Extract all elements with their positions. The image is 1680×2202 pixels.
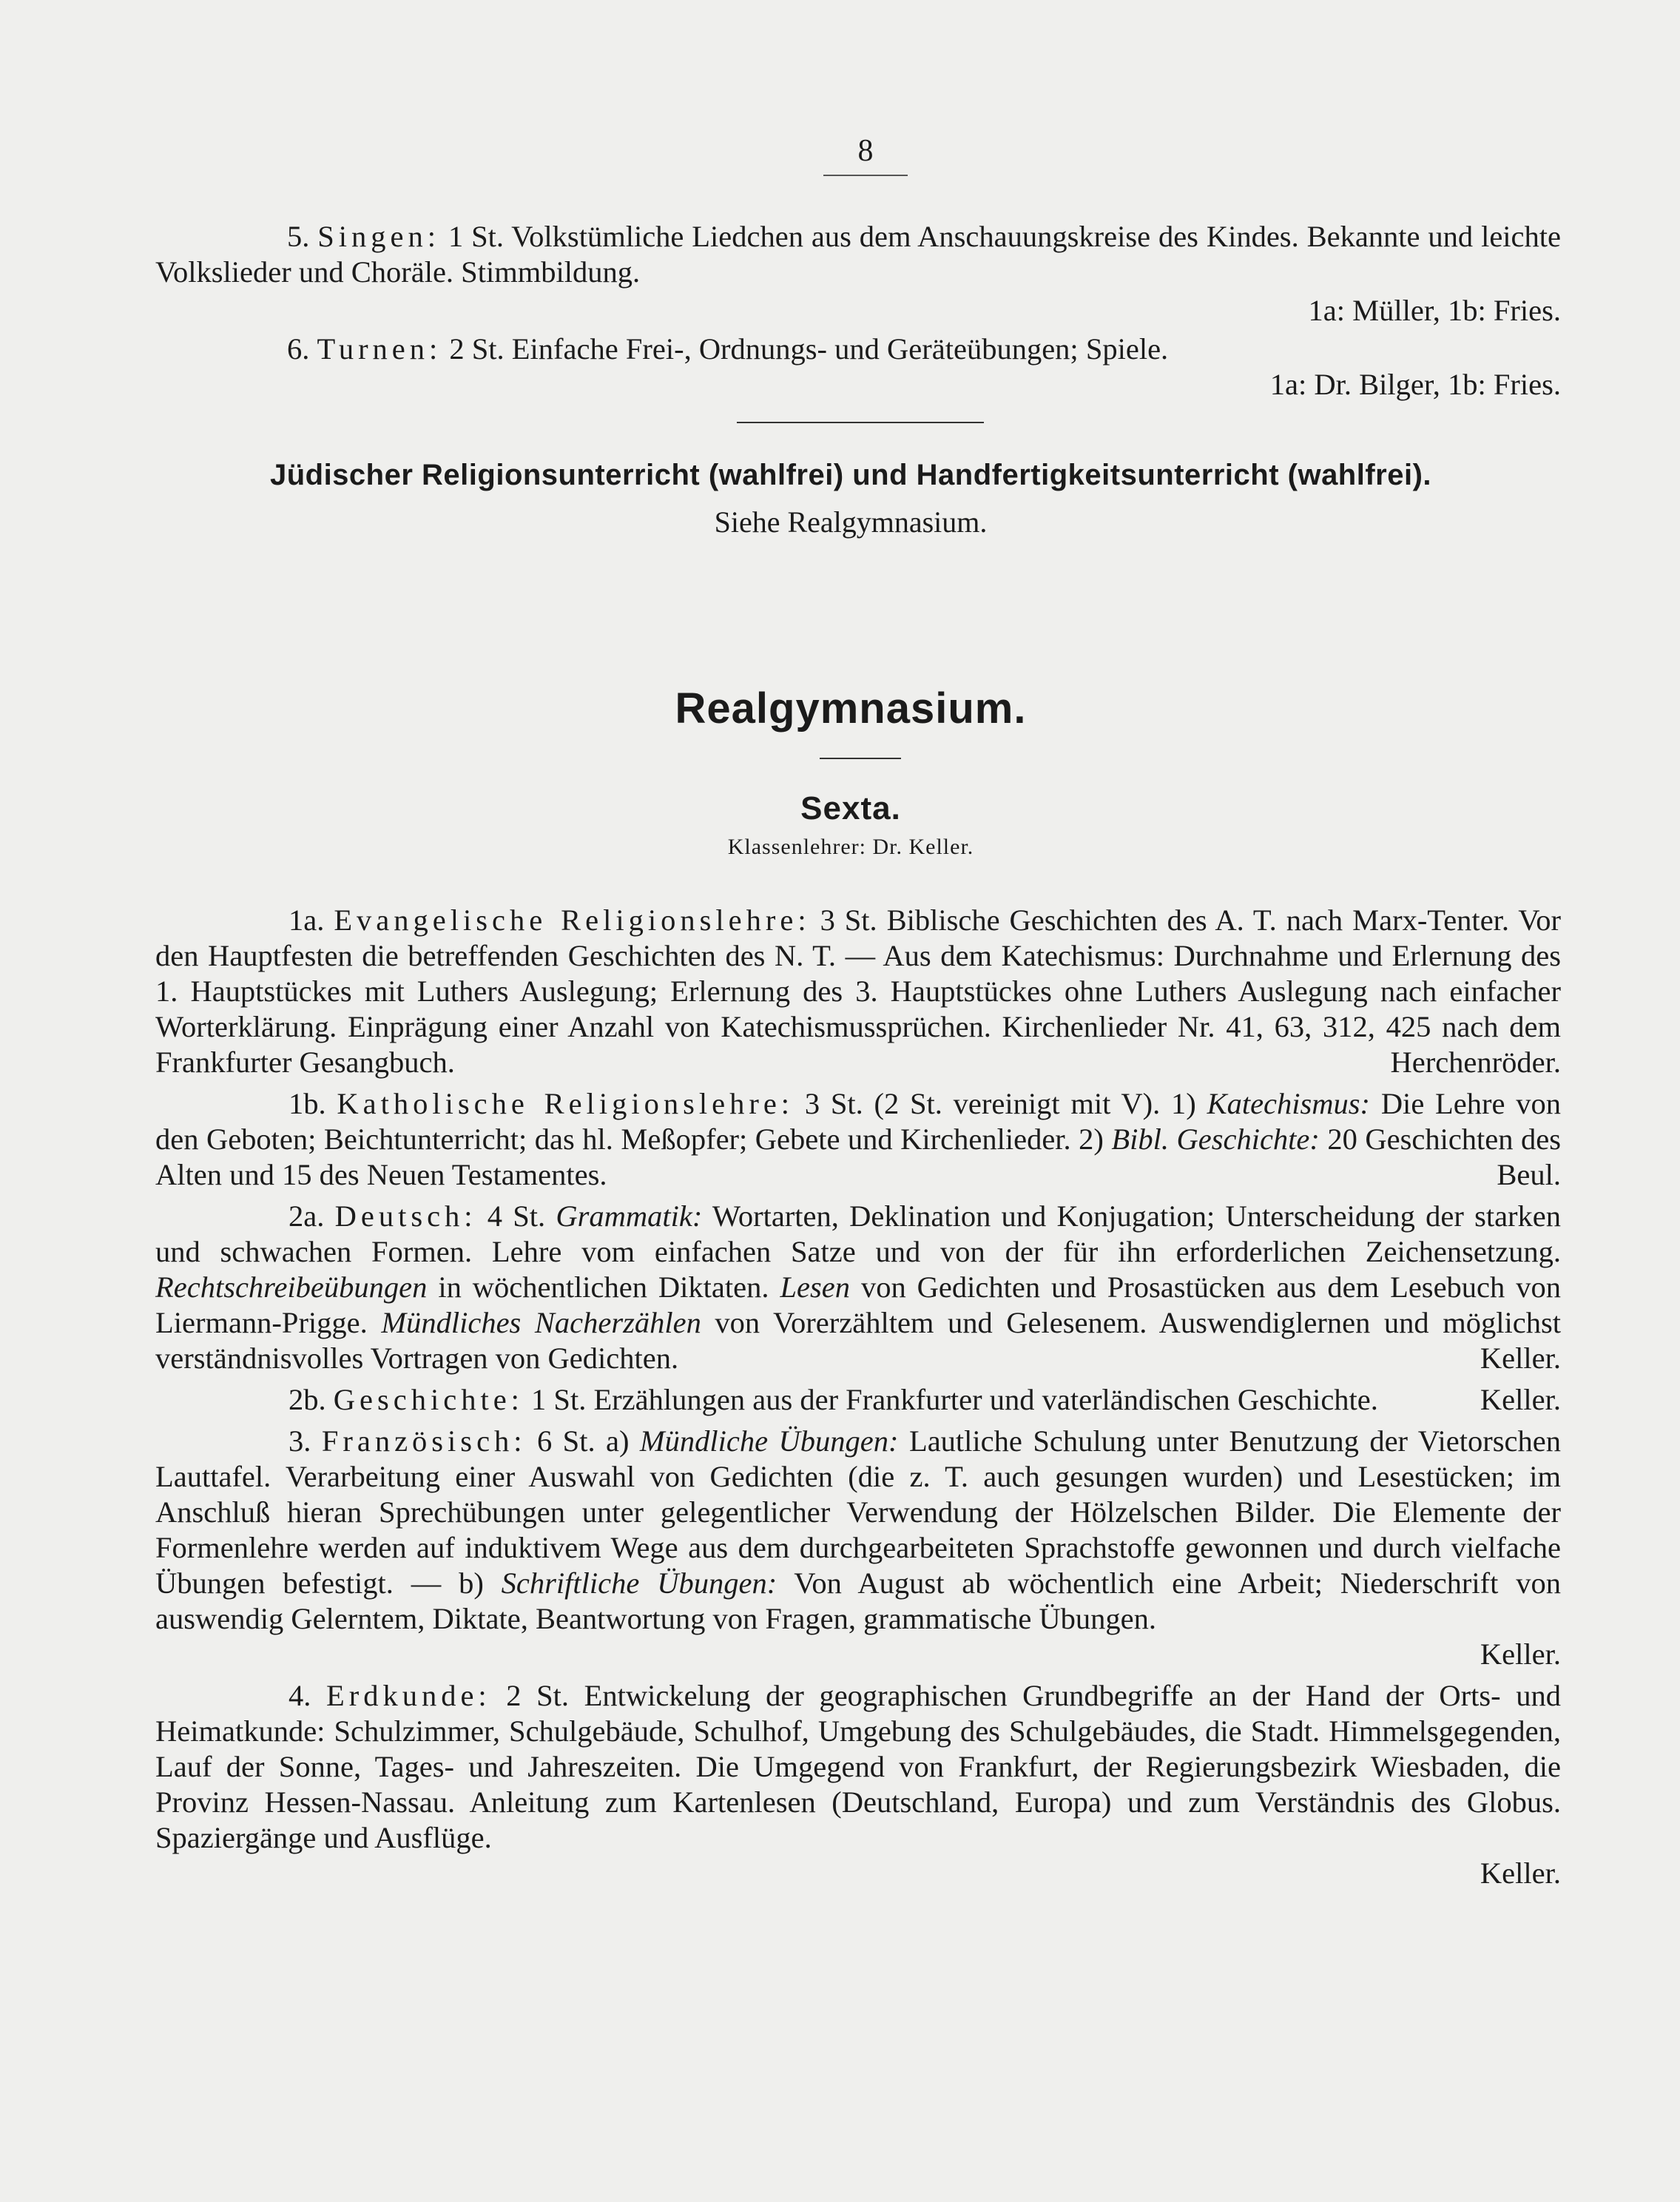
- section-divider-2: [820, 758, 901, 759]
- singen-number: 5.: [287, 220, 310, 253]
- subject-number: 1a.: [289, 903, 325, 937]
- class-title: Sexta.: [800, 790, 901, 826]
- section-note: Siehe Realgymnasium.: [714, 505, 988, 539]
- turnen-title: Turnen:: [317, 332, 442, 366]
- subject-text: 1 St. Erzählungen aus der Frankfurter und vaterländischen Geschichte.: [523, 1383, 1378, 1416]
- singen-teachers: 1a: Müller, 1b: Fries.: [1308, 294, 1561, 327]
- subject-number: 3.: [289, 1424, 311, 1458]
- subject-title: Französisch:: [321, 1424, 527, 1458]
- singen-title: Singen:: [317, 220, 441, 253]
- subject-teacher: Keller.: [1480, 1637, 1561, 1671]
- subject-number: 4.: [289, 1679, 311, 1712]
- class-teacher: Klassenlehrer: Dr. Keller.: [727, 835, 974, 859]
- subject-religion-katholisch: 1b. Katholische Religionslehre: 3 St. (2 St. vereinigt mit V). 1) Katechismus: Die Lehre von den Geboten; Beichtunterricht; das hl. Meßopfer; Gebete und Kirchenlieder. 2) Bibl. Geschichte: 20 Geschichten des Alten und 15 des Neuen Testamentes.: [155, 1087, 1562, 1191]
- subject-deutsch: 2a. Deutsch: 4 St. Grammatik: Wortarten, Deklination und Konjugation; Unterscheidung der starken und schwachen Formen. Lehre vom einfachen Satze und von der für ihn erforderlichen Zeichensetzung. Rechtschreibeübungen in wöchentlichen Diktaten. Lesen von Gedichten und Prosastücken aus dem Lesebuch von Liermann-Prigge. Mündliches Nacherzählen von Vorerzähltem und Gelesenem. Auswendiglernen und möglichst verständnisvolles Vortragen von Gedichten.: [155, 1199, 1562, 1375]
- subject-title: Evangelische Religionslehre:: [334, 903, 811, 937]
- turnen-paragraph: [155, 331, 1561, 367]
- section-divider-1: [737, 422, 984, 423]
- subject-teacher: Beul.: [1497, 1158, 1561, 1191]
- subject-teacher: Keller.: [1480, 1383, 1561, 1416]
- subject-number: 1b.: [289, 1087, 326, 1120]
- subject-text: 2 St. Entwickelung der geographischen Grundbegriffe an der Hand der Orts- und Heimatkunde: Schulzimmer, Schulgebäude, Schulhof, Umgebung des Schulgebäudes, die Stadt. Himmelsgegenden, Lauf der Sonne, Tages- und Jahreszeiten. Die Umgegend von Frankfurt, der Regierungsbezirk Wiesbaden, die Provinz Hessen-Nassau. Anleitung zum Kartenlesen (Deutschland, Europa) und zum Verständnis des Globus. Spaziergänge und Ausflüge.: [155, 1679, 1561, 1854]
- subject-text: 3 St. Biblische Geschichten des A. T. nach Marx-Tenter. Vor den Hauptfesten die betreffenden Geschichten des N. T. — Aus dem Katechismus: Durchnahme und Erlernung des 1. Hauptstückes mit Luthers Auslegung; Erlernung des 3. Hauptstückes ohne Luthers Auslegung nach einfacher Worterklärung. Einprägung einer Anzahl von Katechismussprüchen. Kirchenlieder Nr. 41, 63, 312, 425 nach dem Frankfurter Gesangbuch.: [155, 903, 1562, 1079]
- top-section: [155, 219, 1561, 403]
- subject-franzoesisch: 3. Französisch: 6 St. a) Mündliche Übungen: Lautliche Schulung unter Benutzung der Vietorschen Lauttafel. Verarbeitung einer Auswahl von Gedichten (die z. T. auch gesungen wurden) und Lesestücken; im Anschluß hieran Sprechübungen unter gelegentlicher Verwendung der Hölzelschen Bilder. Die Elemente der Formenlehre werden auf induktivem Wege aus dem durchgearbeiteten Sprachstoffe gewonnen und durch vielfache Übungen befestigt. — b) Schriftliche Übungen: Von August ab wöchentlich eine Arbeit; Niederschrift von auswendig Gelerntem, Diktate, Beantwortung von Fragen, grammatische Übungen.: [155, 1424, 1561, 1635]
- subject-title: Geschichte:: [333, 1383, 524, 1416]
- subject-title: Deutsch:: [334, 1199, 477, 1233]
- subjects-list: [155, 903, 1561, 1891]
- main-title: Realgymnasium.: [675, 684, 1027, 733]
- subject-teacher: Keller.: [1480, 1341, 1561, 1375]
- subject-teacher: Keller.: [1480, 1856, 1561, 1890]
- subject-number: 2a.: [289, 1199, 325, 1233]
- section-heading: Jüdischer Religionsunterricht (wahlfrei) und Handfertigkeitsunterricht (wahlfrei).: [269, 459, 1432, 491]
- page-number-rule: [823, 175, 908, 176]
- subject-number: 2b.: [289, 1383, 326, 1416]
- subject-title: Katholische Religionslehre:: [337, 1087, 795, 1120]
- singen-paragraph: [155, 219, 1561, 290]
- turnen-text: 2 St. Einfache Frei-, Ordnungs- und Geräteübungen; Spiele.: [442, 332, 1169, 366]
- subject-teacher: Herchenröder.: [1390, 1046, 1561, 1079]
- subject-geschichte: [155, 1382, 1561, 1418]
- turnen-number: 6.: [287, 332, 310, 366]
- singen-text: 1 St. Volkstümliche Liedchen aus dem Anschauungskreise des Kindes. Bekannte und leichte Volkslieder und Choräle. Stimmbildung.: [155, 220, 1562, 289]
- turnen-teachers: 1a: Dr. Bilger, 1b: Fries.: [1269, 368, 1561, 401]
- subject-title: Erdkunde:: [325, 1679, 491, 1712]
- page-number: 8: [857, 134, 874, 168]
- subject-erdkunde: [155, 1678, 1561, 1856]
